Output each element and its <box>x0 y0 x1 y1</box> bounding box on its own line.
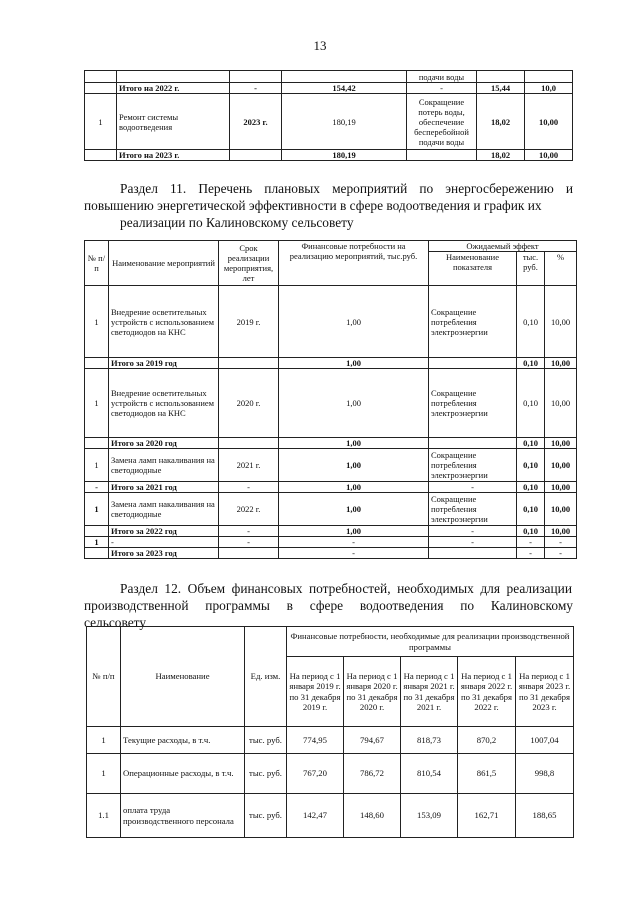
table-row: 1 Внедрение осветительных устройств с использованием светодиодов на КНС 2019 г. 1,00 Сокращение потребления электроэнергии 0,10 10,00 <box>85 286 577 358</box>
table-continuation <box>84 70 573 161</box>
section-12-heading: Раздел 12. Объем финансовых потребностей, необходимых для реализации <box>120 581 572 596</box>
table-row: Итого на 2022 г. - 154,42 - 15,44 10,0 <box>85 83 573 94</box>
section-12-heading-line3: сельсовету <box>84 615 147 630</box>
section-12-heading-line2: производственной программы в сфере водоотведения по Калиновскому <box>84 598 573 613</box>
table-row: 1 Замена ламп накаливания на светодиодные 2022 г. 1,00 Сокращение потребления электроэнергии 0,10 10,00 <box>85 493 577 526</box>
table-header-row: Наименование показателя тыс. руб. % <box>85 252 577 286</box>
table-row: 1 Ремонт системы водоотведения 2023 г. 180,19 Сокращение потерь воды, обеспечение бесперебойной подачи воды 18,02 10,00 <box>85 94 573 150</box>
table-row: Итого за 2019 год 1,00 0,10 10,00 <box>85 358 577 369</box>
table-row: Итого за 2023 год - - - <box>85 548 577 559</box>
table-row: Итого за 2022 год - 1,00 - 0,10 10,00 <box>85 526 577 537</box>
table-row: - Итого за 2021 год - 1,00 - 0,10 10,00 <box>85 482 577 493</box>
section-11-heading-line3: реализации по Калиновскому сельсовету <box>120 215 354 230</box>
measures-table <box>84 240 577 559</box>
section-11-heading-line2: повышению энергетической эффективности в сфере водоотведения и график их <box>84 198 542 213</box>
table-row: Итого на 2023 г. 180,19 18,02 10,00 <box>85 150 573 161</box>
table-row: Итого за 2020 год 1,00 0,10 10,00 <box>85 438 577 449</box>
table-row: 1 Операционные расходы, в т.ч. тыс. руб. 767,20 786,72 810,54 861,5 998,8 <box>87 754 574 794</box>
table-header-row: № п/п Наименование мероприятий Срок реализации мероприятия, лет Финансовые потребности на реализацию мероприятий, тыс.руб. Ожидаемый эффект <box>85 241 577 252</box>
table-row: 1 Текущие расходы, в т.ч. тыс. руб. 774,95 794,67 818,73 870,2 1007,04 <box>87 727 574 754</box>
table-row: подачи воды <box>85 71 573 83</box>
table-row: 1 - - - - - - <box>85 537 577 548</box>
page-number: 13 <box>313 38 327 53</box>
table-header-row: № п/п Наименование Ед. изм. Финансовые потребности, необходимые для реализации производственной программы <box>87 627 574 657</box>
table-row: 1 Внедрение осветительных устройств с использованием светодиодов на КНС 2020 г. 1,00 Сокращение потребления электроэнергии 0,10 10,00 <box>85 369 577 438</box>
section-11-heading: Раздел 11. Перечень плановых мероприятий по энергосбережению и <box>120 181 573 196</box>
table-row: 1 Замена ламп накаливания на светодиодные 2021 г. 1,00 Сокращение потребления электроэнергии 0,10 10,00 <box>85 449 577 482</box>
finance-table <box>86 626 574 838</box>
table-row: 1.1 оплата труда производственного персонала тыс. руб. 142,47 148,60 153,09 162,71 188,65 <box>87 794 574 838</box>
table-header-row: На период с 1 января 2019 г. по 31 декабря 2019 г. На период с 1 января 2020 г. по 31 декабря 2020 г. На период с 1 января 2021 г. по 31 декабря 2021 г. На период с 1 января 2022 г. по 31 декабря 2022 г. На период с 1 января 2023 г. по 31 декабря 2023 г. <box>87 657 574 727</box>
